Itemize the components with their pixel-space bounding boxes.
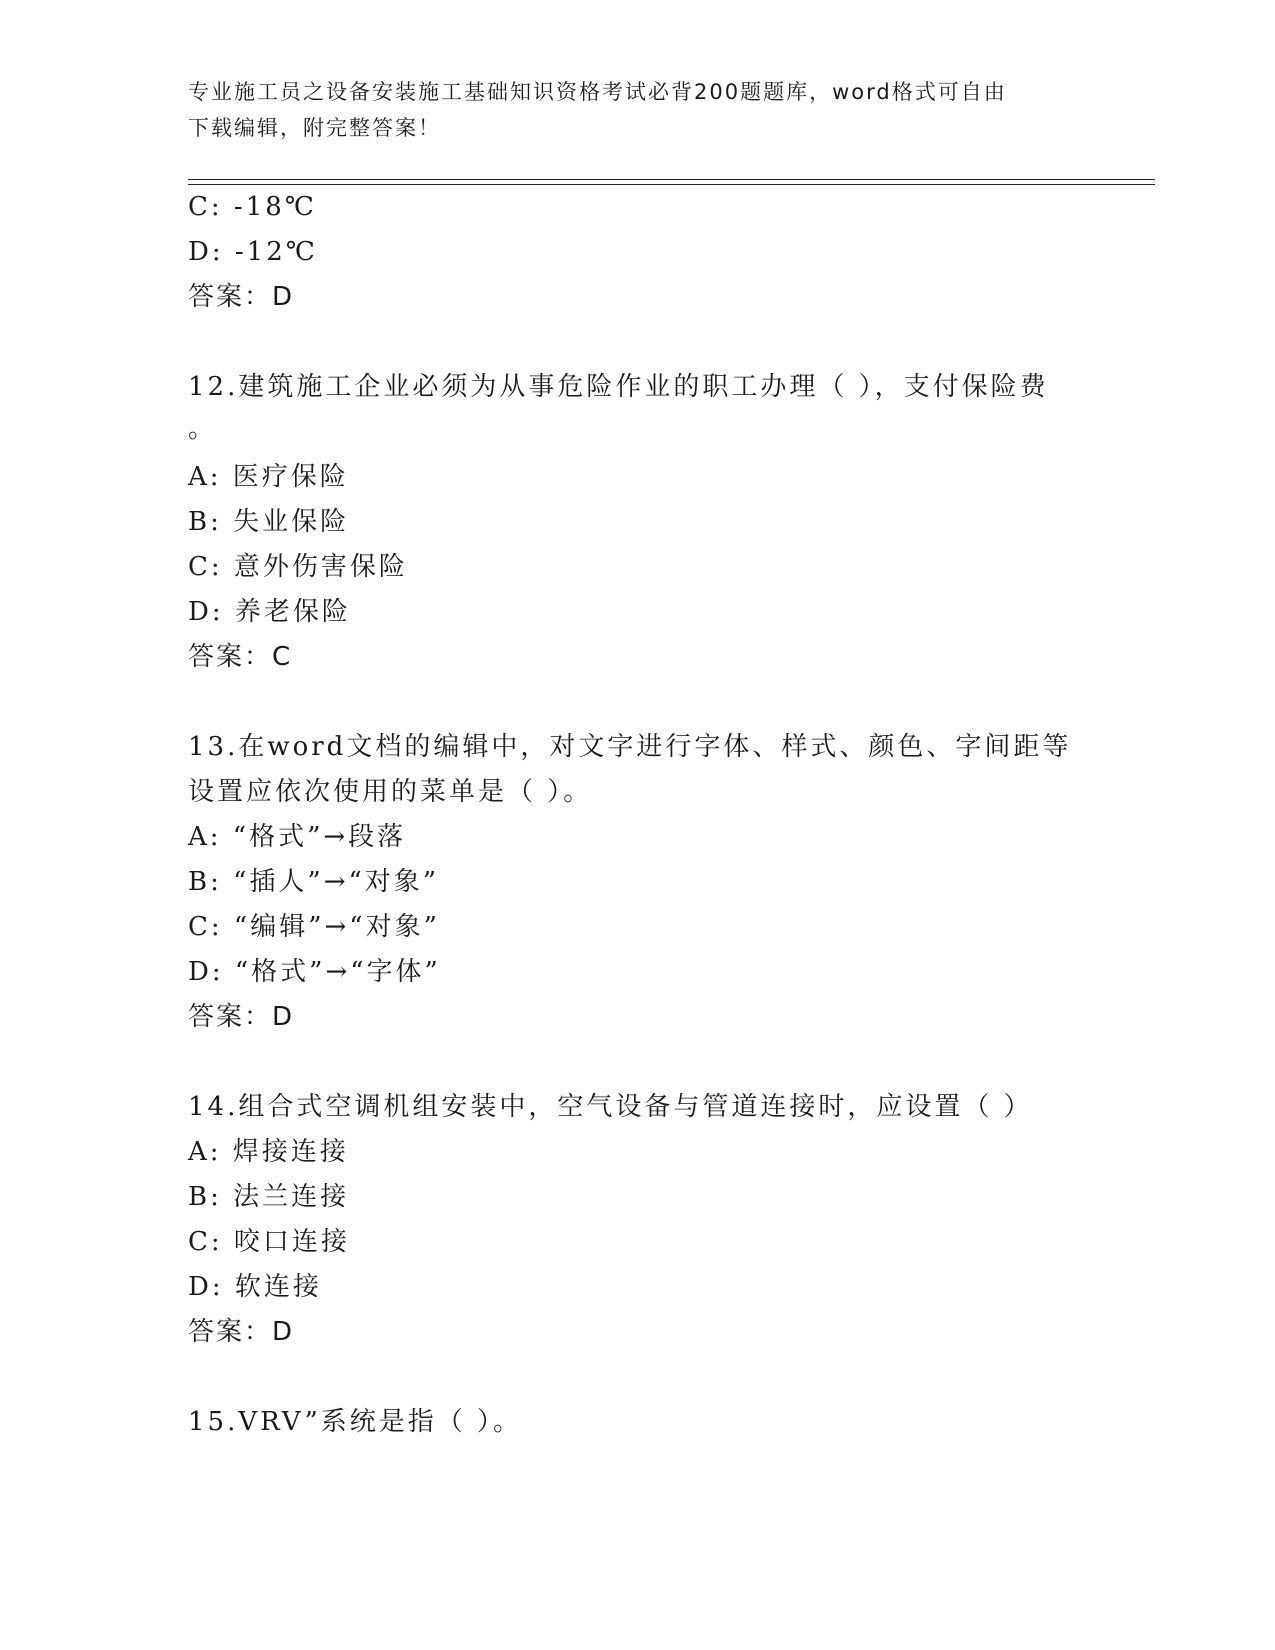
header-title-line-2: 下载编辑，附完整答案！ [188,116,441,140]
q13-stem-line-2: 设置应依次使用的菜单是（ ）。 [188,777,593,807]
q12-stem-line-2: 。 [188,414,218,444]
q13-option-a: A: “格式”→段落 [188,822,407,852]
q12-option-b: B: 失业保险 [188,507,350,537]
q13-answer: 答案：D [188,1002,295,1032]
q14-answer: 答案：D [188,1317,295,1347]
q14-option-b: B: 法兰连接 [188,1182,350,1212]
q11-answer: 答案：D [188,282,295,312]
header-title-line-1: 专业施工员之设备安装施工基础知识资格考试必背200题题库，word格式可自由 [188,80,1007,104]
q11-option-c: C: -18℃ [188,192,317,222]
q13-option-c: C: “编辑”→“对象” [188,912,440,942]
q11-option-d: D: -12℃ [188,237,318,267]
header-divider-top [188,179,1155,180]
q12-stem-line-1: 12.建筑施工企业必须为从事危险作业的职工办理（ ），支付保险费 [188,372,1049,402]
q12-answer: 答案：C [188,642,293,672]
header-divider-bottom [188,184,1155,185]
q13-option-d: D: “格式”→“字体” [188,957,441,987]
q12-option-a: A: 医疗保险 [188,462,349,492]
q13-stem-line-1: 13.在word文档的编辑中，对文字进行字体、样式、颜色、字间距等 [188,732,1072,762]
q14-option-c: C: 咬口连接 [188,1227,350,1257]
q14-option-a: A: 焊接连接 [188,1137,349,1167]
q14-option-d: D: 软连接 [188,1272,322,1302]
q15-stem: 15.VRV”系统是指（ ）。 [188,1407,523,1437]
q12-option-c: C: 意外伤害保险 [188,552,408,582]
q12-option-d: D: 养老保险 [188,597,351,627]
document-header [188,74,1088,146]
q14-stem: 14.组合式空调机组安装中，空气设备与管道连接时，应设置（ ） [188,1092,1033,1122]
q13-option-b: B: “插人”→“对象” [188,867,440,897]
